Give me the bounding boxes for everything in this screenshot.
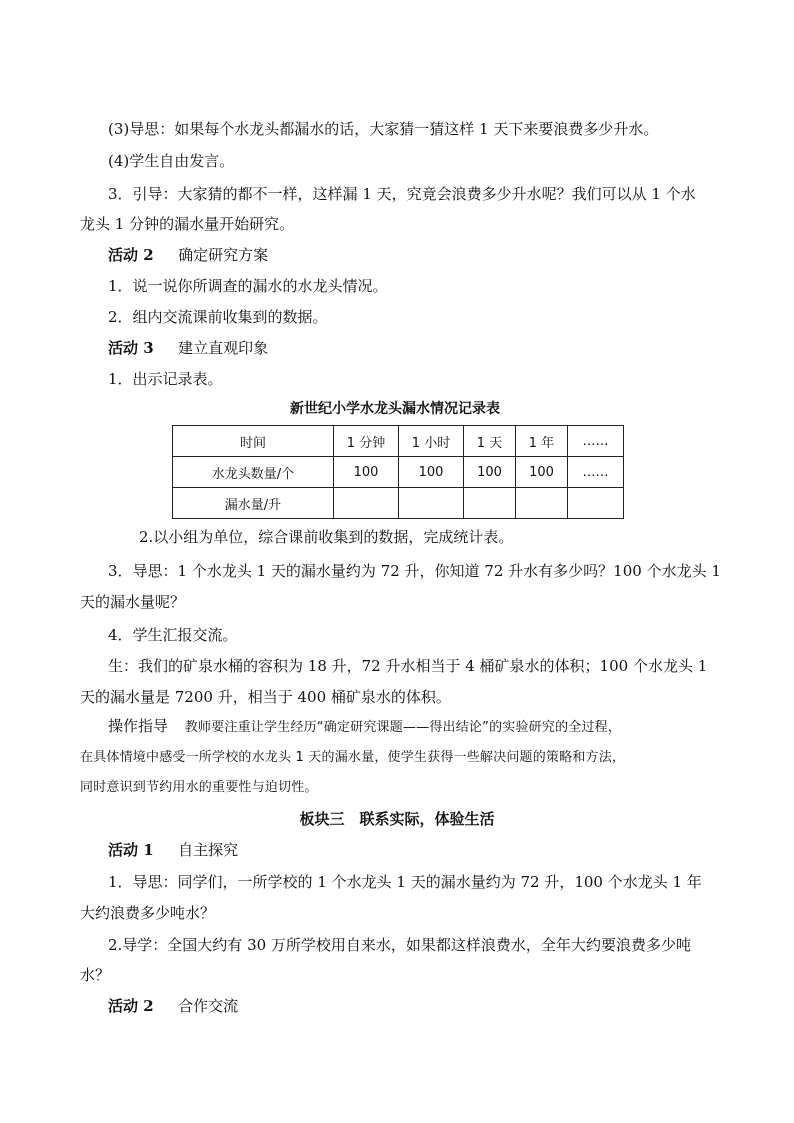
table-cell xyxy=(464,488,516,519)
text-line: 1．导思：同学们，一所学校的 1 个水龙头 1 天的漏水量约为 72 升，100 个水龙头 1 年 xyxy=(108,873,702,891)
text-line: 水？ xyxy=(80,966,111,984)
text-line: 2．组内交流课前收集到的数据。 xyxy=(108,308,328,326)
text-line: 龙头 1 分钟的漏水量开始研究。 xyxy=(80,215,295,233)
text-line: 1．说一说你所调查的漏水的水龙头情况。 xyxy=(108,277,388,295)
table-cell: 时间 xyxy=(173,426,334,457)
record-table xyxy=(172,425,624,519)
table-cell xyxy=(399,488,464,519)
text-line: 天的漏水量是 7200 升，相当于 400 桶矿泉水的体积。 xyxy=(80,688,451,706)
text-line: 大约浪费多少吨水？ xyxy=(80,904,216,922)
table-row xyxy=(173,488,624,519)
table-title: 新世纪小学水龙头漏水情况记录表 xyxy=(290,401,500,417)
guide-text: 在具体情境中感受一所学校的水龙头 1 天的漏水量，使学生获得一些解决问题的策略和方法， xyxy=(80,750,626,765)
guide-text: 同时意识到节约用水的重要性与迫切性。 xyxy=(80,780,318,795)
table-cell xyxy=(516,488,568,519)
table-cell: 1 小时 xyxy=(399,426,464,457)
table-row xyxy=(173,457,624,488)
table-cell: 100 xyxy=(399,457,464,488)
activity-label: 活动 3 xyxy=(108,339,154,357)
table-cell: 漏水量/升 xyxy=(173,488,334,519)
table-cell: 100 xyxy=(334,457,399,488)
activity-label: 活动 2 xyxy=(108,246,154,264)
table-cell: 100 xyxy=(516,457,568,488)
text-line: 3．导思：1 个水龙头 1 天的漏水量约为 72 升，你知道 72 升水有多少吗？100 个水龙头 1 xyxy=(108,562,721,580)
activity-heading xyxy=(108,996,238,1016)
table-row xyxy=(173,426,624,457)
table-cell xyxy=(568,488,624,519)
text-line: (3)导思：如果每个水龙头都漏水的话，大家猜一猜这样 1 天下来要浪费多少升水。 xyxy=(108,120,659,138)
activity-heading xyxy=(108,338,268,358)
activity-heading xyxy=(108,840,238,860)
text-line: (4)学生自由发言。 xyxy=(108,152,235,170)
table-cell: …… xyxy=(568,426,624,457)
text-line: 天的漏水量呢？ xyxy=(80,593,186,611)
activity-label: 活动 2 xyxy=(108,997,154,1015)
text-line: 生：我们的矿泉水桶的容积为 18 升，72 升水相当于 4 桶矿泉水的体积；100 个水龙头 1 xyxy=(108,657,708,675)
table-cell xyxy=(334,488,399,519)
table-cell: 1 分钟 xyxy=(334,426,399,457)
text-line: 3．引导：大家猜的都不一样，这样漏 1 天，究竟会浪费多少升水呢？我们可以从 1 个水 xyxy=(108,185,696,203)
table-cell: 水龙头数量/个 xyxy=(173,457,334,488)
table-cell: 1 天 xyxy=(464,426,516,457)
text-line: 4．学生汇报交流。 xyxy=(108,626,238,644)
activity-label: 活动 1 xyxy=(108,841,154,859)
table-cell: 1 年 xyxy=(516,426,568,457)
activity-title: 确定研究方案 xyxy=(178,246,269,264)
table-cell: 100 xyxy=(464,457,516,488)
text-line: 1．出示记录表。 xyxy=(108,370,223,388)
section-heading: 板块三 联系实际，体验生活 xyxy=(299,810,495,828)
guide-text: 教师要注重让学生经历“确定研究课题——得出结论”的实验研究的全过程， xyxy=(184,720,622,735)
activity-heading xyxy=(108,245,268,265)
text-line: 2.以小组为单位，综合课前收集到的数据，完成统计表。 xyxy=(139,528,514,546)
activity-title: 合作交流 xyxy=(178,997,239,1015)
activity-title: 建立直观印象 xyxy=(178,339,269,357)
activity-title: 自主探究 xyxy=(178,841,239,859)
text-line: 2.导学：全国大约有 30 万所学校用自来水，如果都这样浪费水，全年大约要浪费多少吨 xyxy=(108,936,691,954)
guide-label: 操作指导 xyxy=(108,717,169,735)
guide-line xyxy=(108,716,621,738)
table-cell: …… xyxy=(568,457,624,488)
